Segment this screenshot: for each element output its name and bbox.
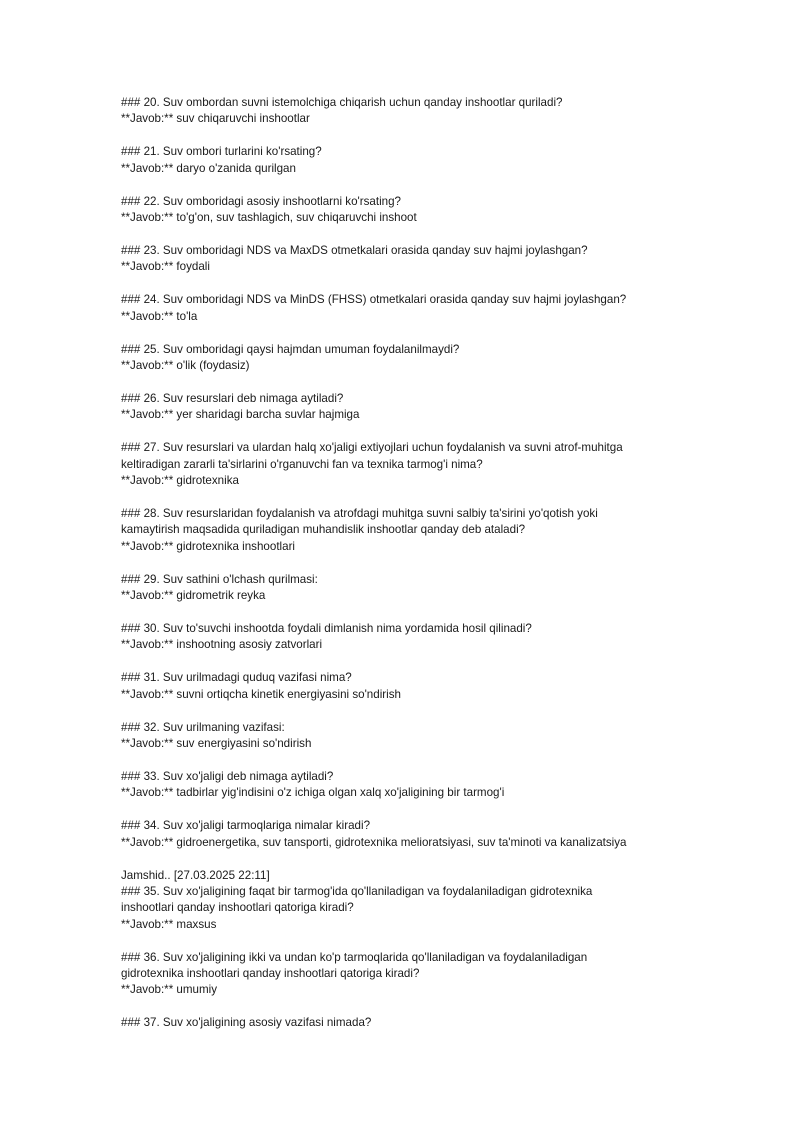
question-line: keltiradigan zararli ta'sirlarini o'rganuvchi fan va texnika tarmog'i nima? <box>121 457 483 471</box>
question-line: ### 20. Suv ombordan suvni istemolchiga chiqarish uchun qanday inshootlar quriladi? <box>121 96 563 109</box>
qa-entry-36 <box>121 950 681 999</box>
qa-entry-22 <box>121 194 681 227</box>
answer-line: **Javob:** gidrotexnika inshootlari <box>121 539 296 553</box>
question-line: ### 27. Suv resurslari va ulardan halq xo'jaligi extiyojlari uchun foydalanish va suvni atrof-muhitga <box>121 441 623 455</box>
qa-entry-26 <box>121 391 681 424</box>
qa-entry-24 <box>121 292 681 325</box>
answer-line: **Javob:** gidroenergetika, suv tansporti, gidrotexnika melioratsiyasi, suv ta'minoti va kanalizatsiya <box>121 835 627 849</box>
question-line: gidrotexnika inshootlari qanday inshootlari qatoriga kiradi? <box>121 967 420 981</box>
question-line: ### 31. Suv urilmadagi quduq vazifasi nima? <box>121 671 352 685</box>
answer-line: **Javob:** maxsus <box>121 917 217 931</box>
question-line: ### 21. Suv ombori turlarini ko'rsating? <box>121 145 322 159</box>
qa-entry-21 <box>121 144 681 177</box>
answer-line: **Javob:** suvni ortiqcha kinetik energiyasini so'ndirish <box>121 687 401 701</box>
answer-line: **Javob:** tadbirlar yig'indisini o'z ichiga olgan xalq xo'jaligining bir tarmog'i <box>121 786 505 800</box>
question-line: ### 29. Suv sathini o'lchash qurilmasi: <box>121 572 318 586</box>
question-line: ### 34. Suv xo'jaligi tarmoqlariga nimalar kiradi? <box>121 819 371 833</box>
chat-timestamp-line: Jamshid.. [27.03.2025 22:11] <box>121 868 270 882</box>
answer-line: **Javob:** to'la <box>121 309 198 323</box>
question-line: ### 23. Suv omboridagi NDS va MaxDS otmetkalari orasida qanday suv hajmi joylashgan? <box>121 243 588 257</box>
qa-entry-28 <box>121 506 681 555</box>
question-line: ### 33. Suv xo'jaligi deb nimaga aytiladi? <box>121 769 334 783</box>
question-line: ### 25. Suv omboridagi qaysi hajmdan umuman foydalanilmaydi? <box>121 342 460 356</box>
qa-entry-23 <box>121 243 681 276</box>
answer-line: **Javob:** yer sharidagi barcha suvlar hajmiga <box>121 408 360 422</box>
question-line: ### 26. Suv resurslari deb nimaga aytiladi? <box>121 391 344 405</box>
answer-line: **Javob:** daryo o'zanida qurilgan <box>121 161 296 175</box>
qa-entry-34 <box>121 818 681 851</box>
document-page <box>121 95 681 1048</box>
qa-entry-27 <box>121 440 681 489</box>
qa-entry-31 <box>121 670 681 703</box>
answer-line: **Javob:** inshootning asosiy zatvorlari <box>121 638 323 652</box>
question-line: inshootlari qanday inshootlari qatoriga kiradi? <box>121 901 354 915</box>
qa-entry-25 <box>121 342 681 375</box>
question-line: ### 22. Suv omboridagi asosiy inshootlarni ko'rsating? <box>121 194 401 208</box>
question-line: kamaytirish maqsadida quriladigan muhandislik inshootlar qanday deb ataladi? <box>121 523 526 537</box>
answer-line: **Javob:** umumiy <box>121 983 218 997</box>
qa-entry-20 <box>121 95 681 128</box>
qa-entry-33 <box>121 769 681 802</box>
qa-entry-35 <box>121 868 681 934</box>
answer-line: **Javob:** suv chiqaruvchi inshootlar <box>121 112 310 126</box>
answer-line: **Javob:** foydali <box>121 260 210 274</box>
question-line: ### 24. Suv omboridagi NDS va MinDS (FHSS) otmetkalari orasida qanday suv hajmi joylashgan? <box>121 293 627 307</box>
answer-line: **Javob:** gidrotexnika <box>121 474 239 487</box>
qa-entry-37 <box>121 1015 681 1031</box>
qa-entry-32 <box>121 720 681 753</box>
answer-line: **Javob:** to'g'on, suv tashlagich, suv chiqaruvchi inshoot <box>121 211 417 225</box>
qa-entry-29 <box>121 572 681 605</box>
question-line: ### 30. Suv to'suvchi inshootda foydali dimlanish nima yordamida hosil qilinadi? <box>121 621 532 635</box>
question-line: ### 32. Suv urilmaning vazifasi: <box>121 720 285 734</box>
question-line: ### 35. Suv xo'jaligining faqat bir tarmog'ida qo'llaniladigan va foydalaniladigan gidrotexnika <box>121 884 593 898</box>
answer-line: **Javob:** suv energiyasini so'ndirish <box>121 736 312 750</box>
question-line: ### 37. Suv xo'jaligining asosiy vazifasi nimada? <box>121 1016 372 1030</box>
question-line: ### 36. Suv xo'jaligining ikki va undan ko'p tarmoqlarida qo'llaniladigan va foydalaniladigan <box>121 950 588 964</box>
answer-line: **Javob:** o'lik (foydasiz) <box>121 358 250 372</box>
answer-line: **Javob:** gidrometrik reyka <box>121 589 266 603</box>
question-line: ### 28. Suv resurslaridan foydalanish va atrofdagi muhitga suvni salbiy ta'sirini yo'qotish yoki <box>121 506 598 520</box>
qa-entry-30 <box>121 621 681 654</box>
